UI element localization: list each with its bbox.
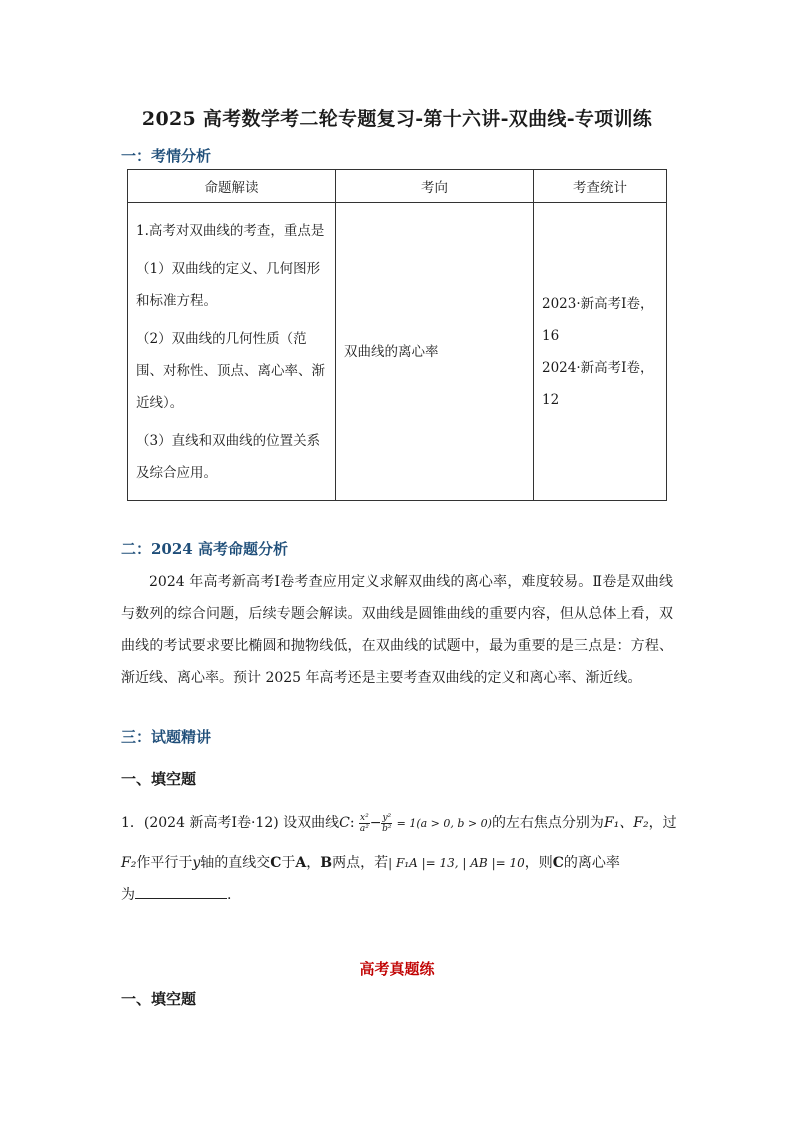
math-curve: C (552, 855, 564, 871)
table-header-row (128, 170, 667, 203)
part-heading-fill-in-2: 一、填空题 (121, 990, 197, 1008)
analysis-table (127, 169, 667, 501)
interpretation-line: 1.高考对双曲线的考查，重点是 (136, 222, 325, 239)
fraction-y (381, 813, 392, 834)
table-header: 考查统计 (534, 170, 667, 203)
question-prefix: 1．(2024 新高考Ⅰ卷·12) 设双曲线 (121, 815, 340, 831)
question-line-1: 1．(2024 新高考Ⅰ卷·12) 设双曲线C: $\frac{\text{x²}}{\text{a²}}$ − $\frac{\text{y²}}{\text{b²}}$ = 1(a > 0, b > 0)的左右焦点分别为F₁、F₂，过 (121, 812, 677, 834)
stats-line: 2023·新高考Ⅰ卷，16 (542, 295, 654, 344)
math-curve: C (270, 855, 282, 871)
table-cell-direction: 双曲线的离心率 (336, 203, 534, 501)
question-text: 为 (121, 887, 135, 903)
math-axis: y (192, 855, 201, 871)
fraction-numerator: y² (382, 812, 392, 823)
math-point: A (295, 855, 307, 871)
analysis-paragraph: 2024 年高考新高考Ⅰ卷考查应用定义求解双曲线的离心率，难度较易。Ⅱ卷是双曲线与数列的综合问题，后续专题会解读。双曲线是圆锥曲线的重要内容，但从总体上看，双曲线的考试要求要比椭圆和抛物线低，在双曲线的试题中，最为重要的是三点是：方程、渐近线、离心率。预计 2025 年高考还是主要考查双曲线的定义和离心率、渐近线。 (121, 574, 673, 686)
interpretation-line: （1）双曲线的定义、几何图形和标准方程。 (136, 260, 321, 309)
question-line-2 (121, 852, 620, 872)
question-text: 两点，若 (332, 855, 389, 871)
fraction-denominator: b² (382, 823, 392, 834)
question-text: 的离心率 (563, 855, 620, 871)
interpretation-line: （2）双曲线的几何性质（范围、对称性、顶点、离心率、渐近线）。 (136, 330, 325, 411)
answer-blank[interactable] (135, 884, 227, 899)
section-heading-exercises: 三：试题精讲 (121, 728, 212, 746)
real-exam-heading: 高考真题练 (359, 960, 435, 978)
math-focus: F₂ (121, 855, 137, 871)
math-condition: | F₁A |= 13, | AB |= 10 (388, 856, 525, 870)
math-point: B (320, 855, 333, 871)
table-cell-stats (534, 203, 667, 501)
question-text: 的左右焦点分别为 (491, 815, 604, 831)
table-cell-interpretation (128, 203, 336, 501)
part-heading-fill-in: 一、填空题 (121, 770, 197, 788)
question-text: ， (306, 855, 321, 871)
fraction-denominator: a² (359, 823, 369, 834)
math-foci: F₁、F₂ (603, 815, 649, 831)
question-text: 于 (281, 855, 296, 871)
document-title: 2025 高考数学考二轮专题复习-第十六讲-双曲线-专项训练 (141, 108, 653, 130)
minus-sign: − (369, 815, 382, 831)
question-text: ，过 (648, 815, 677, 831)
section-heading-analysis: 一：考情分析 (121, 147, 212, 165)
question-text: . (227, 887, 232, 903)
fraction-numerator: x² (360, 812, 369, 823)
stats-line: 2024·新高考Ⅰ卷，12 (542, 359, 654, 408)
table-row (128, 203, 667, 501)
question-text: ，则 (524, 855, 553, 871)
question-text: 作平行于 (136, 855, 193, 871)
table-header: 命题解读 (128, 170, 336, 203)
interpretation-line: （3）直线和双曲线的位置关系及综合应用。 (136, 432, 321, 481)
question-line-3 (121, 884, 231, 904)
section-heading-2024-analysis: 二：2024 高考命题分析 (121, 540, 288, 558)
math-curve: C (339, 815, 350, 831)
fraction-x (359, 813, 370, 834)
math-condition: = 1(a > 0, b > 0) (396, 817, 492, 830)
question-text: 轴的直线交 (200, 855, 271, 871)
table-header: 考向 (336, 170, 534, 203)
